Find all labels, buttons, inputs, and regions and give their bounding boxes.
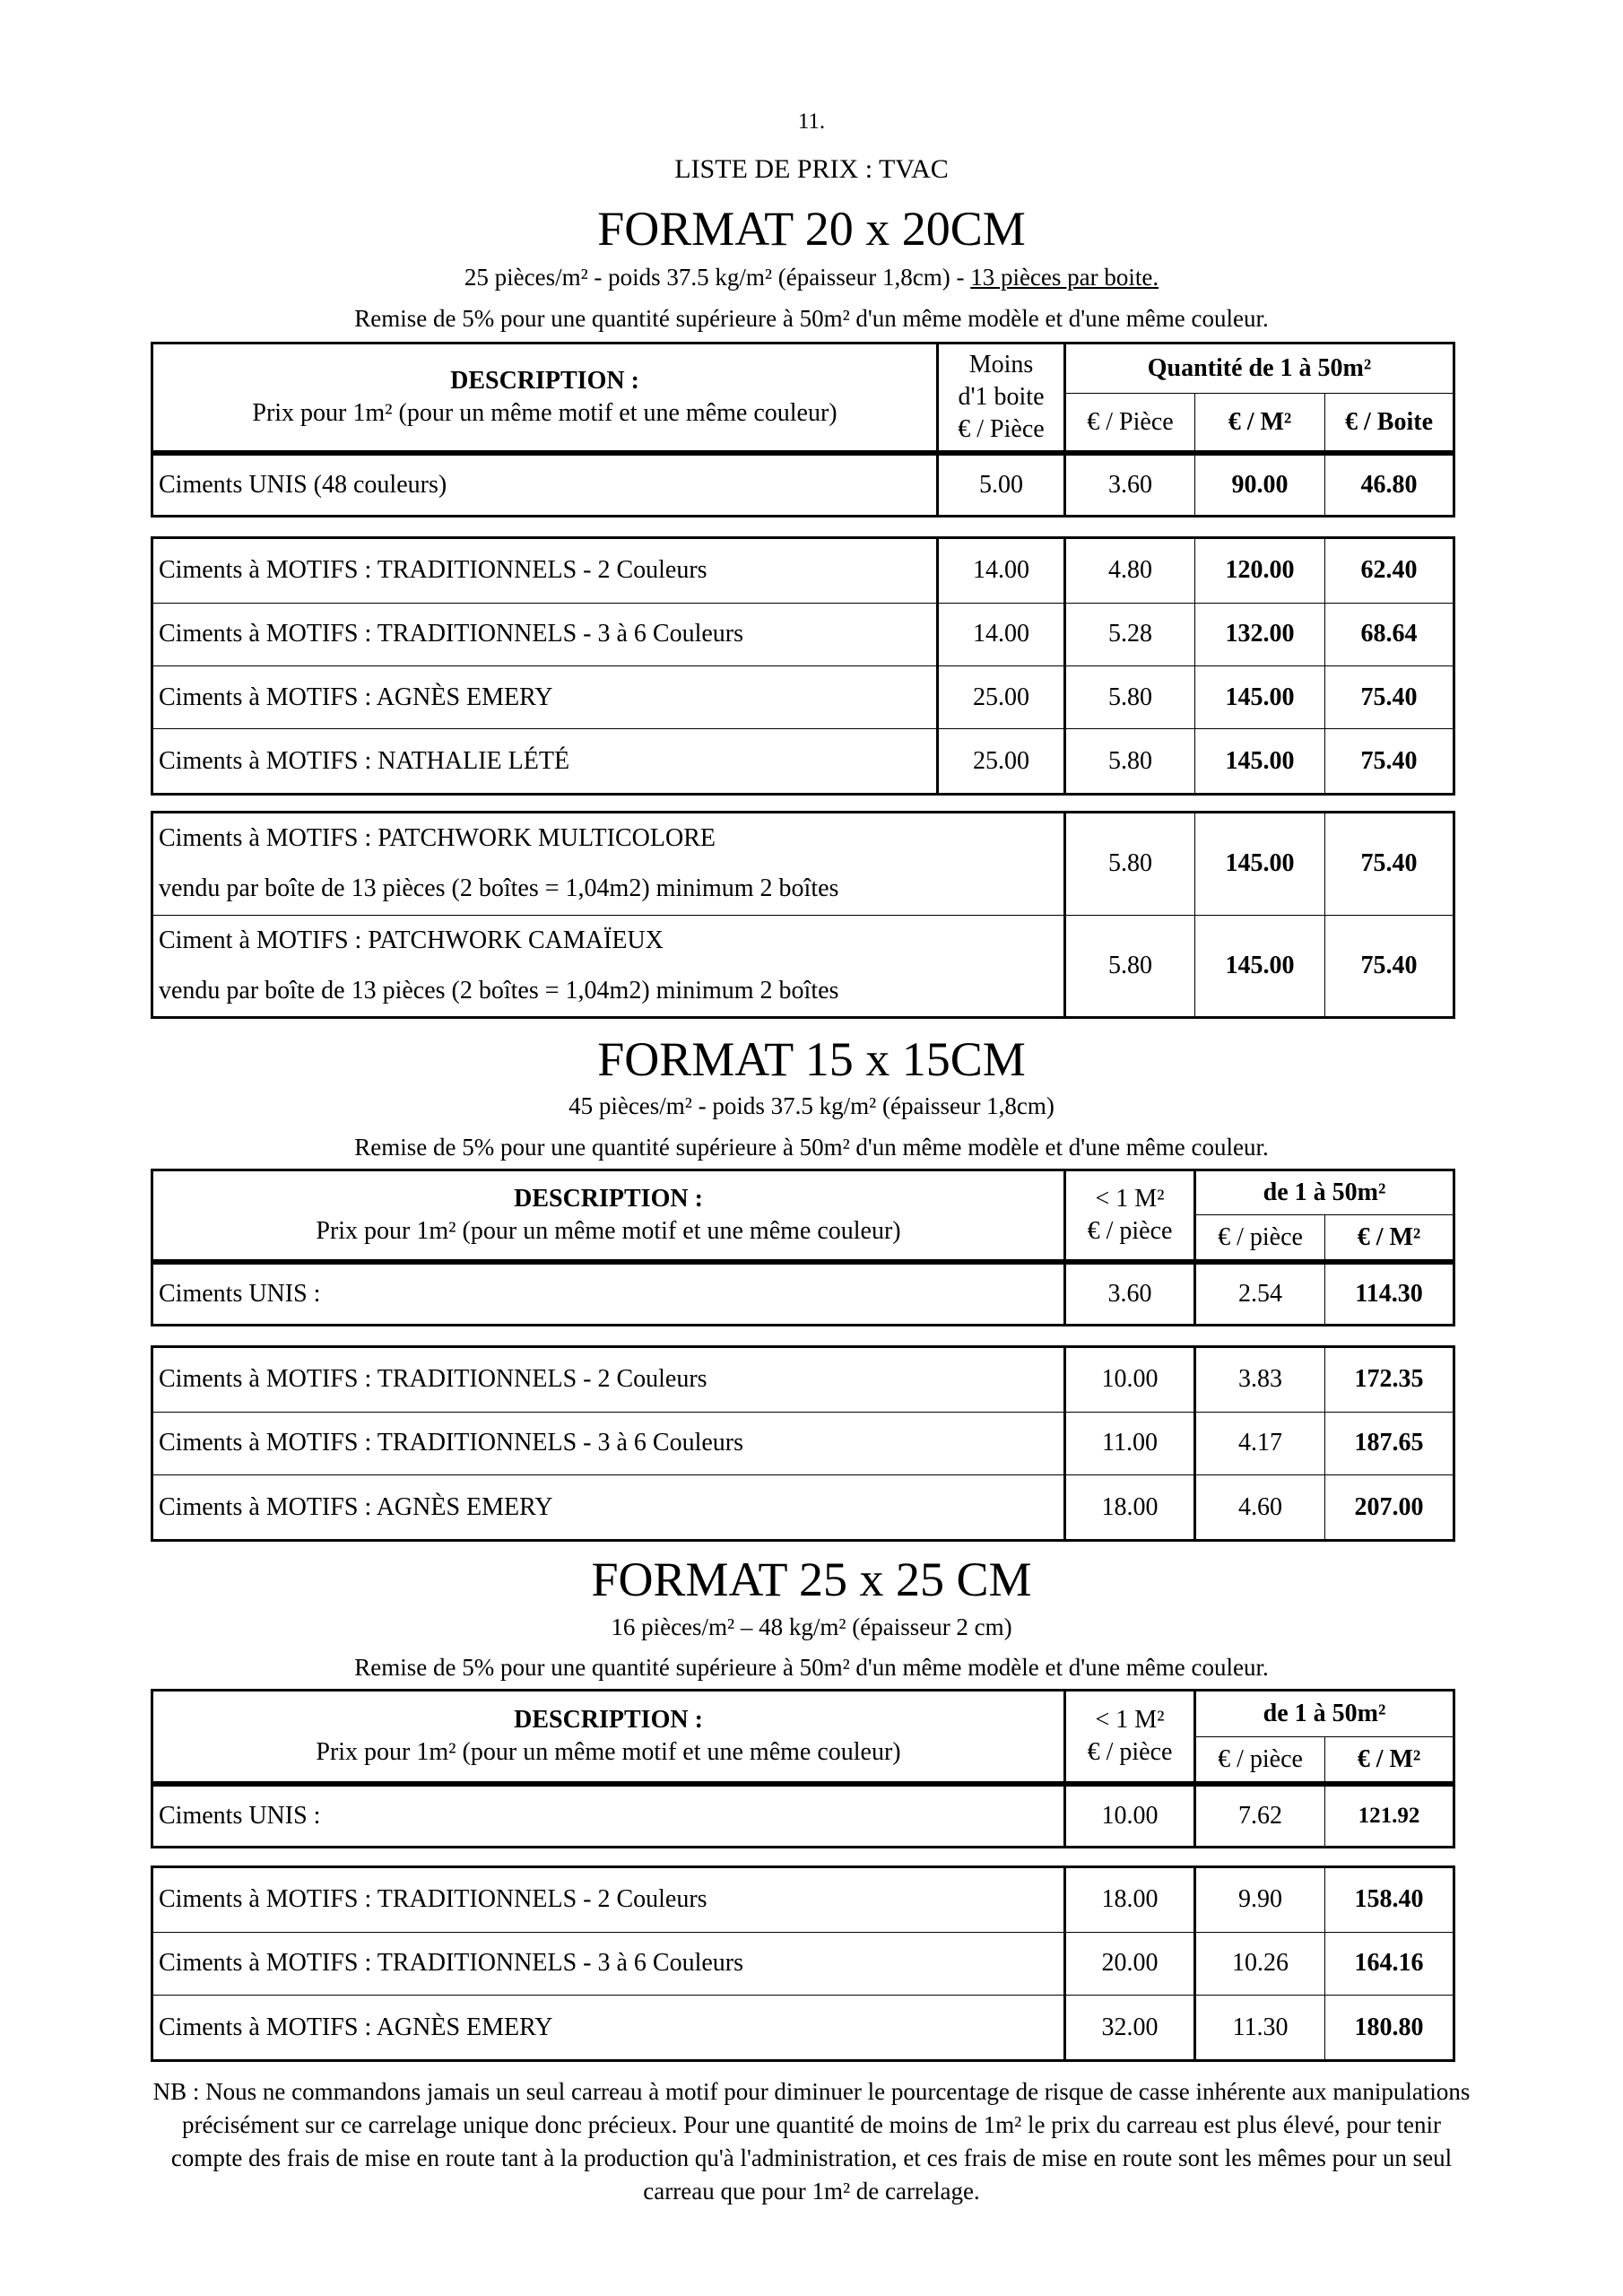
row-price-piece: 3.83 (1195, 1347, 1325, 1413)
row-price-box: 75.40 (1325, 915, 1454, 1018)
row-description: Ciments à MOTIFS : TRADITIONNELS - 2 Couleurs (152, 1867, 1065, 1933)
row-price-box: 75.40 (1325, 665, 1454, 728)
description-label: DESCRIPTION : (514, 1185, 703, 1213)
row-description: Ciments UNIS (48 couleurs) (152, 455, 938, 517)
row-description: Ciments à MOTIFS : TRADITIONNELS - 2 Couleurs (152, 538, 938, 604)
row-less-m2: 18.00 (1065, 1475, 1195, 1541)
format-20-patchwork-table (151, 811, 1455, 1019)
description-subtitle: Prix pour 1m² (pour un même motif et une même couleur) (252, 399, 838, 427)
format-25-specs: 16 pièces/m² – 48 kg/m² (épaisseur 2 cm) (611, 1613, 1012, 1640)
row-price-piece: 5.80 (1065, 915, 1195, 1018)
row-description: Ciments à MOTIFS : TRADITIONNELS - 3 à 6 Couleurs (152, 1412, 1065, 1475)
row-price-piece: 2.54 (1195, 1264, 1325, 1326)
patchwork-line2: vendu par boîte de 13 pièces (2 boîtes = 1,04m2) minimum 2 boîtes (159, 976, 839, 1004)
row-description: Ciments à MOTIFS : TRADITIONNELS - 3 à 6 Couleurs (152, 603, 938, 665)
row-price-m2: 180.80 (1325, 1996, 1454, 2061)
description-label: DESCRIPTION : (514, 1706, 703, 1734)
less-box-line1: Moins (968, 351, 1034, 378)
format-20-specs (0, 262, 1623, 292)
format-25-motifs-table (151, 1866, 1455, 2062)
row-description: Ciments à MOTIFS : AGNÈS EMERY (152, 665, 938, 728)
row-description: Ciments à MOTIFS : TRADITIONNELS - 3 à 6 Couleurs (152, 1932, 1065, 1996)
row-price-piece: 11.30 (1195, 1996, 1325, 2061)
format-15-header-description (152, 1170, 1065, 1261)
table-row (152, 1786, 1454, 1848)
row-less-box: 25.00 (938, 665, 1065, 728)
format-25-header-quantity: de 1 à 50m² (1195, 1691, 1454, 1737)
format-20-header-description (152, 344, 938, 452)
row-price-box: 75.40 (1325, 813, 1454, 916)
format-25-title: FORMAT 25 x 25 CM (591, 1552, 1032, 1606)
row-description: Ciments UNIS : (152, 1264, 1065, 1326)
row-price-m2: 114.30 (1325, 1264, 1454, 1326)
row-price-m2: 207.00 (1325, 1475, 1454, 1541)
less-box-line2: d'1 boite (958, 383, 1045, 411)
table-row (152, 1347, 1454, 1413)
table-row (152, 1412, 1454, 1475)
format-20-title: FORMAT 20 x 20CM (597, 202, 1026, 256)
row-price-m2: 145.00 (1195, 915, 1325, 1018)
row-price-piece: 4.60 (1195, 1475, 1325, 1541)
table-row (152, 813, 1454, 916)
format-25-discount: Remise de 5% pour une quantité supérieure à 50m² d'un même modèle et d'une même couleur. (354, 1654, 1269, 1681)
nb-footnote: NB : Nous ne commandons jamais un seul carreau à motif pour diminuer le pourcentage de risque de casse inhérente aux manipulations précisément sur ce carrelage unique donc précieux. Pour une quantité de moins de 1m² le prix du carreau est plus élevé, pour tenir compte des frais de mise en route tant à la production qu'à l'administration, et ces frais de mise en route sont les mêmes pour un seul carreau que pour 1m² de carrelage. (152, 2078, 1471, 2205)
row-price-m2: 120.00 (1195, 538, 1325, 604)
row-price-piece: 10.26 (1195, 1932, 1325, 1996)
row-less-m2: 10.00 (1065, 1786, 1195, 1848)
format-20-unis-table (151, 453, 1455, 517)
row-price-m2: 164.16 (1325, 1932, 1454, 1996)
row-less-m2: 18.00 (1065, 1867, 1195, 1933)
page-number: 11. (797, 109, 826, 134)
less-m2-line2: € / pièce (1087, 1217, 1173, 1245)
format-20-motifs-table (151, 536, 1455, 796)
row-price-m2: 158.40 (1325, 1867, 1454, 1933)
patchwork-line1: Ciments à MOTIFS : PATCHWORK MULTICOLORE (159, 824, 716, 853)
format-20-specs-text: 25 pièces/m² - poids 37.5 kg/m² (épaisseur 1,8cm) - (464, 264, 971, 291)
row-less-box: 14.00 (938, 603, 1065, 665)
row-description: Ciments à MOTIFS : AGNÈS EMERY (152, 1475, 1065, 1541)
format-15-header-less-m2 (1065, 1170, 1195, 1261)
row-price-piece: 4.80 (1065, 538, 1195, 604)
row-price-m2: 90.00 (1195, 455, 1325, 517)
row-less-m2: 11.00 (1065, 1412, 1195, 1475)
format-15-title: FORMAT 15 x 15CM (597, 1032, 1026, 1086)
format-25-header-less-m2 (1065, 1691, 1195, 1783)
less-m2-line1: < 1 M² (1095, 1706, 1165, 1734)
description-label: DESCRIPTION : (450, 367, 639, 395)
format-20-box-count: 13 pièces par boite. (970, 264, 1159, 291)
row-price-box: 62.40 (1325, 538, 1454, 604)
table-row (152, 915, 1454, 1018)
less-box-line3: € / Pièce (958, 415, 1045, 443)
format-25-unis-table (151, 1784, 1455, 1848)
header-price-m2: € / M² (1195, 394, 1325, 452)
row-less-box: 5.00 (938, 455, 1065, 517)
row-price-box: 46.80 (1325, 455, 1454, 517)
format-15-header-quantity: de 1 à 50m² (1195, 1170, 1454, 1215)
row-price-piece: 7.62 (1195, 1786, 1325, 1848)
format-15-specs: 45 pièces/m² - poids 37.5 kg/m² (épaisseur 1,8cm) (568, 1092, 1055, 1119)
row-price-piece: 3.60 (1065, 455, 1195, 517)
row-price-box: 68.64 (1325, 603, 1454, 665)
row-description: Ciments à MOTIFS : TRADITIONNELS - 2 Couleurs (152, 1347, 1065, 1413)
format-20-discount: Remise de 5% pour une quantité supérieure à 50m² d'un même modèle et d'une même couleur. (354, 305, 1269, 332)
header-price-m2: € / M² (1325, 1737, 1454, 1783)
row-price-m2: 145.00 (1195, 665, 1325, 728)
table-row (152, 603, 1454, 665)
row-price-m2: 145.00 (1195, 813, 1325, 916)
row-price-piece: 4.17 (1195, 1412, 1325, 1475)
header-price-m2: € / M² (1325, 1215, 1454, 1261)
less-m2-line1: < 1 M² (1095, 1185, 1165, 1213)
row-less-m2: 10.00 (1065, 1347, 1195, 1413)
table-row (152, 1475, 1454, 1541)
row-price-m2: 187.65 (1325, 1412, 1454, 1475)
row-description (152, 915, 1065, 1018)
format-15-header-table (151, 1169, 1455, 1262)
price-list-title: LISTE DE PRIX : TVAC (674, 154, 949, 184)
table-row (152, 1264, 1454, 1326)
table-row (152, 1867, 1454, 1933)
row-less-m2: 20.00 (1065, 1932, 1195, 1996)
patchwork-line1: Ciment à MOTIFS : PATCHWORK CAMAÏEUX (159, 926, 664, 954)
less-m2-line2: € / pièce (1087, 1738, 1173, 1766)
row-description: Ciments UNIS : (152, 1786, 1065, 1848)
table-row (152, 729, 1454, 795)
format-15-motifs-table (151, 1345, 1455, 1542)
table-row (152, 1996, 1454, 2061)
row-price-piece: 5.80 (1065, 665, 1195, 728)
format-20-header-less-box (938, 344, 1065, 452)
header-price-box: € / Boite (1325, 394, 1454, 452)
patchwork-line2: vendu par boîte de 13 pièces (2 boîtes = 1,04m2) minimum 2 boîtes (159, 874, 839, 903)
row-price-m2: 145.00 (1195, 729, 1325, 795)
row-price-piece: 5.80 (1065, 729, 1195, 795)
row-price-m2: 132.00 (1195, 603, 1325, 665)
row-price-box: 75.40 (1325, 729, 1454, 795)
format-15-discount: Remise de 5% pour une quantité supérieure à 50m² d'un même modèle et d'une même couleur. (354, 1134, 1269, 1161)
row-less-box: 14.00 (938, 538, 1065, 604)
format-25-header-description (152, 1691, 1065, 1783)
table-row (152, 455, 1454, 517)
row-description: Ciments à MOTIFS : AGNÈS EMERY (152, 1996, 1065, 2061)
format-20-header-table (151, 342, 1455, 453)
description-subtitle: Prix pour 1m² (pour un même motif et une même couleur) (316, 1738, 901, 1766)
header-price-piece: € / Pièce (1065, 394, 1195, 452)
row-less-box: 25.00 (938, 729, 1065, 795)
row-description (152, 813, 1065, 916)
row-price-m2: 121.92 (1325, 1786, 1454, 1848)
table-row (152, 538, 1454, 604)
table-row (152, 665, 1454, 728)
row-less-m2: 3.60 (1065, 1264, 1195, 1326)
row-less-m2: 32.00 (1065, 1996, 1195, 2061)
table-row (152, 1932, 1454, 1996)
description-subtitle: Prix pour 1m² (pour un même motif et une même couleur) (316, 1217, 901, 1245)
format-25-header-table (151, 1689, 1455, 1784)
row-price-piece: 5.28 (1065, 603, 1195, 665)
header-price-piece: € / pièce (1195, 1737, 1325, 1783)
row-price-piece: 9.90 (1195, 1867, 1325, 1933)
header-price-piece: € / pièce (1195, 1215, 1325, 1261)
format-15-unis-table (151, 1262, 1455, 1326)
format-20-header-quantity: Quantité de 1 à 50m² (1065, 344, 1454, 394)
row-description: Ciments à MOTIFS : NATHALIE LÉTÉ (152, 729, 938, 795)
row-price-m2: 172.35 (1325, 1347, 1454, 1413)
row-price-piece: 5.80 (1065, 813, 1195, 916)
